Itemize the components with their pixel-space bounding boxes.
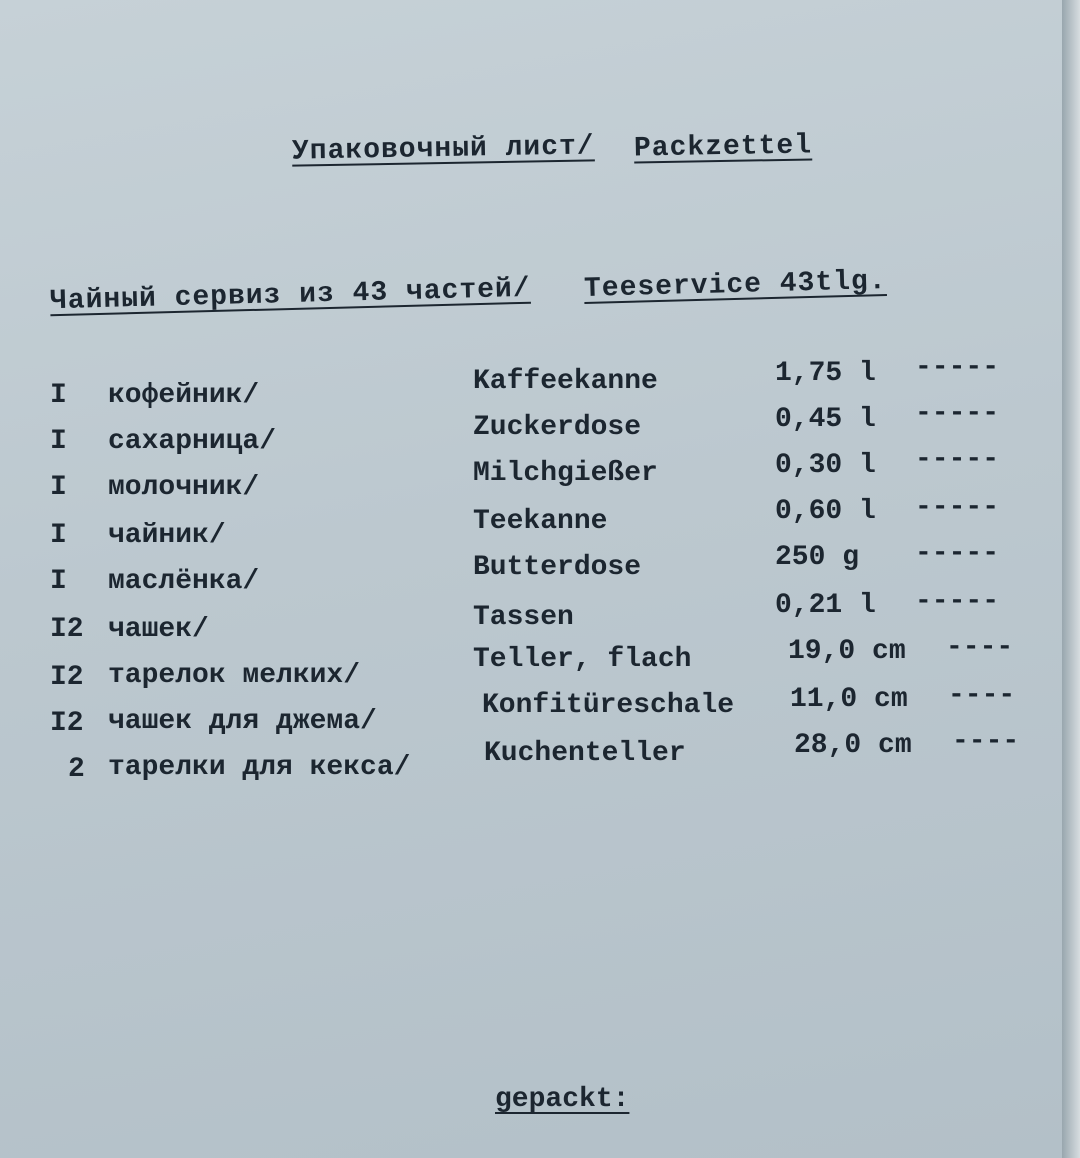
item-dash: ----- — [915, 398, 1000, 429]
item-name-de: Butterdose — [473, 552, 642, 583]
item-dash: ----- — [915, 538, 1000, 569]
item-name-de: Kuchenteller — [484, 738, 686, 769]
item-value: 0,60 l — [775, 496, 876, 527]
item-name-ru: молочник/ — [108, 472, 260, 503]
item-dash: ---- — [946, 632, 1014, 663]
title-ru: Упаковочный лист/ — [291, 131, 595, 168]
item-name-de: Milchgießer — [473, 458, 658, 489]
item-name-ru: чайник/ — [108, 520, 226, 551]
item-qty: I — [50, 520, 67, 551]
item-qty: I2 — [50, 662, 84, 693]
item-name-ru: маслёнка/ — [108, 566, 260, 597]
item-value: 0,30 l — [775, 450, 876, 481]
item-qty: I2 — [50, 708, 84, 739]
item-name-ru: кофейник/ — [108, 380, 260, 411]
item-qty: I — [50, 566, 67, 597]
item-name-de: Teekanne — [473, 506, 608, 537]
item-dash: ----- — [915, 352, 1000, 383]
item-name-ru: тарелок мелких/ — [108, 660, 361, 691]
title-de: Packzettel — [633, 130, 813, 165]
item-value: 0,21 l — [775, 590, 876, 621]
item-name-de: Tassen — [473, 602, 574, 633]
item-dash: ----- — [915, 492, 1000, 523]
item-qty: 2 — [68, 754, 85, 785]
paper-edge — [1062, 0, 1080, 1158]
item-name-ru: сахарница/ — [108, 426, 277, 457]
subtitle-de: Teeservice 43tlg. — [583, 266, 888, 305]
item-value: 11,0 cm — [790, 684, 908, 715]
item-dash: ----- — [915, 586, 1000, 617]
footer-packed-label: gepackt: — [495, 1084, 630, 1115]
item-name-de: Kaffeekanne — [473, 366, 658, 397]
item-name-ru: чашек для джема/ — [108, 706, 377, 737]
item-value: 1,75 l — [775, 358, 876, 389]
item-value: 19,0 cm — [788, 636, 906, 667]
item-qty: I — [50, 472, 67, 503]
item-value: 250 g — [775, 542, 860, 573]
item-name-de: Zuckerdose — [473, 412, 642, 443]
item-name-ru: тарелки для кекса/ — [108, 752, 411, 783]
item-name-de: Teller, flach — [473, 644, 692, 675]
item-qty: I — [50, 426, 67, 457]
item-dash: ---- — [952, 726, 1020, 757]
subtitle-ru: Чайный сервиз из 43 частей/ — [49, 273, 532, 318]
item-qty: I — [50, 380, 67, 411]
item-dash: ----- — [915, 444, 1000, 475]
item-value: 0,45 l — [775, 404, 876, 435]
item-qty: I2 — [50, 614, 84, 645]
item-value: 28,0 cm — [794, 730, 912, 761]
item-dash: ---- — [948, 680, 1016, 711]
item-name-de: Konfitüreschale — [482, 690, 735, 721]
item-name-ru: чашек/ — [108, 614, 209, 645]
